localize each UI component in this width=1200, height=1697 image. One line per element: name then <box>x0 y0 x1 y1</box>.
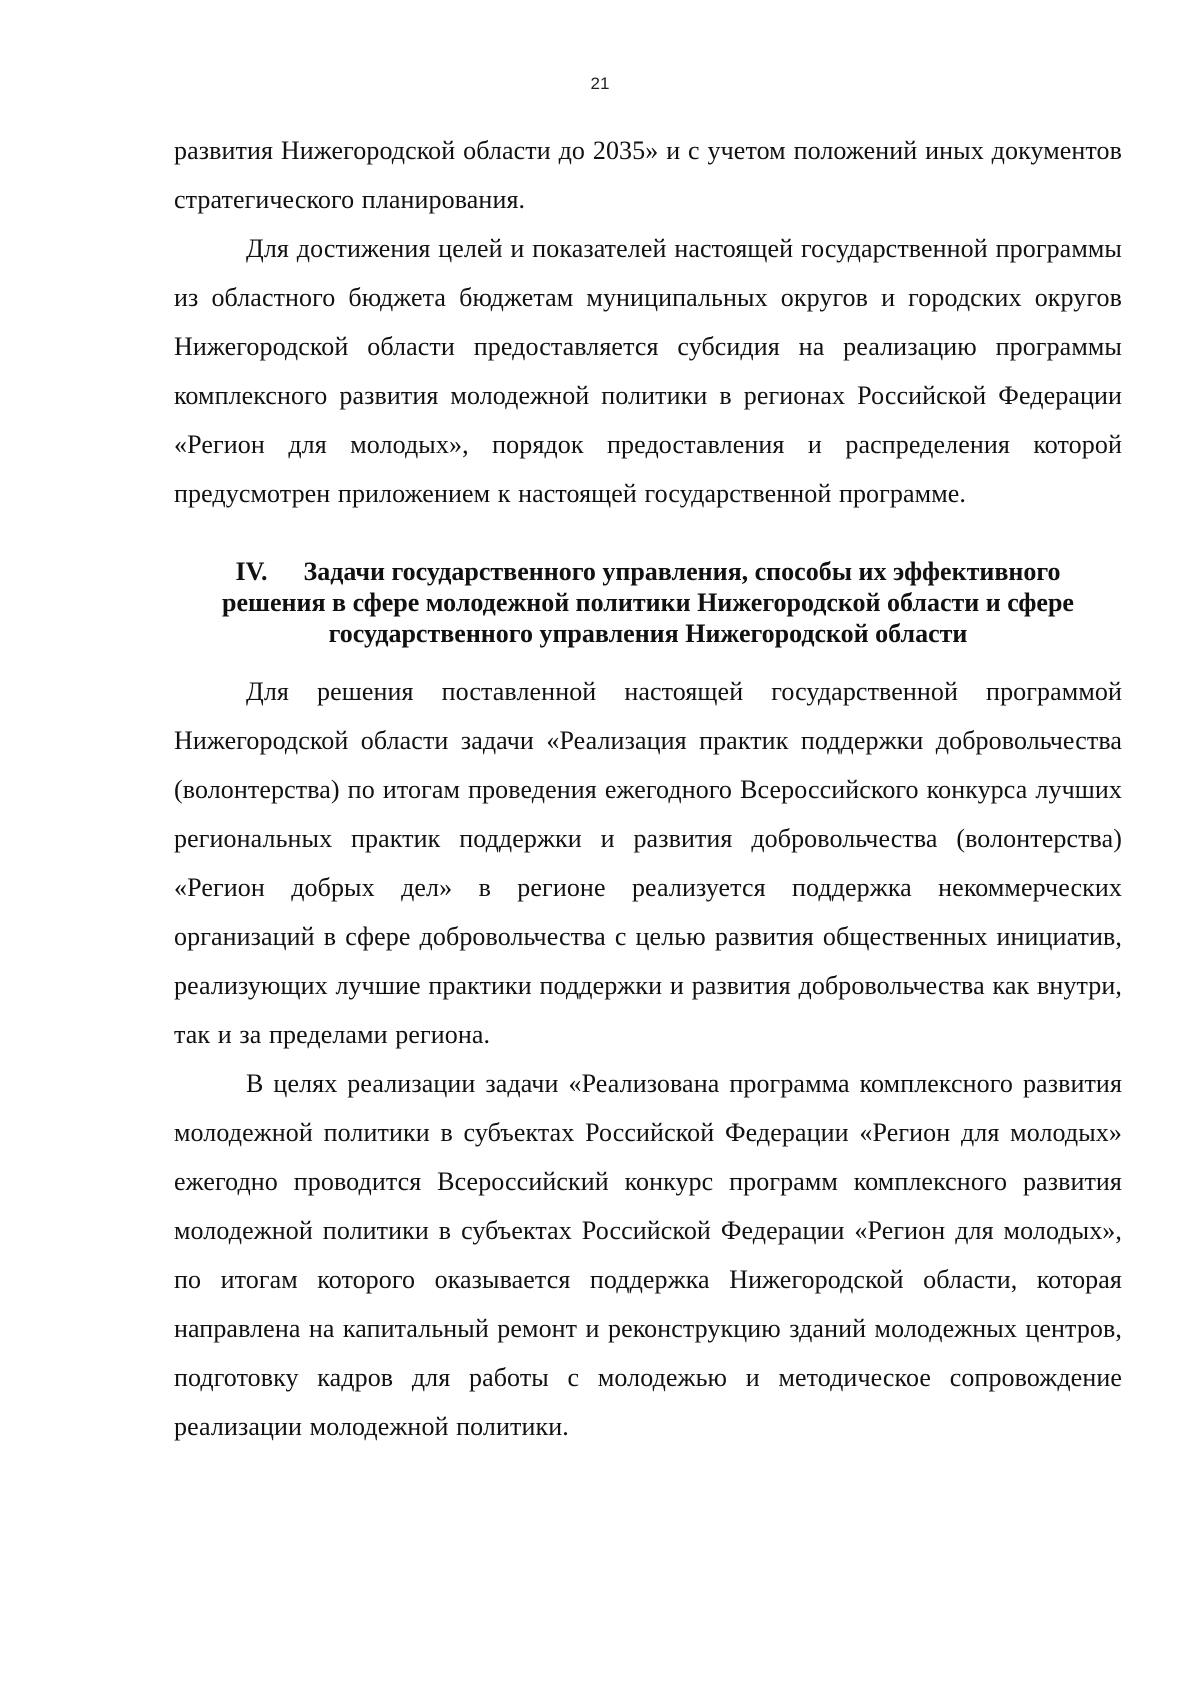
section-heading-line-3: государственного управления Нижегородской области <box>328 619 968 648</box>
document-body <box>174 126 1122 1451</box>
section-number: IV. <box>235 557 268 586</box>
paragraph-volunteering: Для решения поставленной настоящей государственной программой Нижегородской области задачи «Реализация практик поддержки добровольчества (волонтерства) по итогам проведения ежегодного Всероссийского конкурса лучших региональных практик поддержки и развития добровольчества (волонтерства) «Регион добрых дел» в регионе реализуется поддержка некоммерческих организаций в сфере добровольчества с целью развития общественных инициатив, реализующих лучшие практики поддержки и развития добровольчества как внутри, так и за пределами региона. <box>174 677 1122 1049</box>
section-heading-line-1: Задачи государственного управления, способы их эффективного <box>303 557 1061 586</box>
section-heading-line-2: решения в сфере молодежной политики Нижегородской области и сфере <box>222 588 1074 617</box>
paragraph-subsidy: Для достижения целей и показателей настоящей государственной программы из областного бюджета бюджетам муниципальных округов и городских округов Нижегородской области предоставляется субсидия на реализацию программы комплексного развития молодежной политики в регионах Российской Федерации «Регион для молодых», порядок предоставления и распределения которой предусмотрен приложением к настоящей государственной программе. <box>174 234 1122 508</box>
page-number: 21 <box>590 74 610 93</box>
paragraph-youth-program: В целях реализации задачи «Реализована программа комплексного развития молодежной политики в субъектах Российской Федерации «Регион для молодых» ежегодно проводится Всероссийский конкурс программ комплексного развития молодежной политики в субъектах Российской Федерации «Регион для молодых», по итогам которого оказывается поддержка Нижегородской области, которая направлена на капитальный ремонт и реконструкцию зданий молодежных центров, подготовку кадров для работы с молодежью и методическое сопровождение реализации молодежной политики. <box>174 1069 1122 1441</box>
paragraph-continuation: развития Нижегородской области до 2035» и с учетом положений иных документов стратегического планирования. <box>174 136 1122 214</box>
section-heading <box>174 556 1122 649</box>
